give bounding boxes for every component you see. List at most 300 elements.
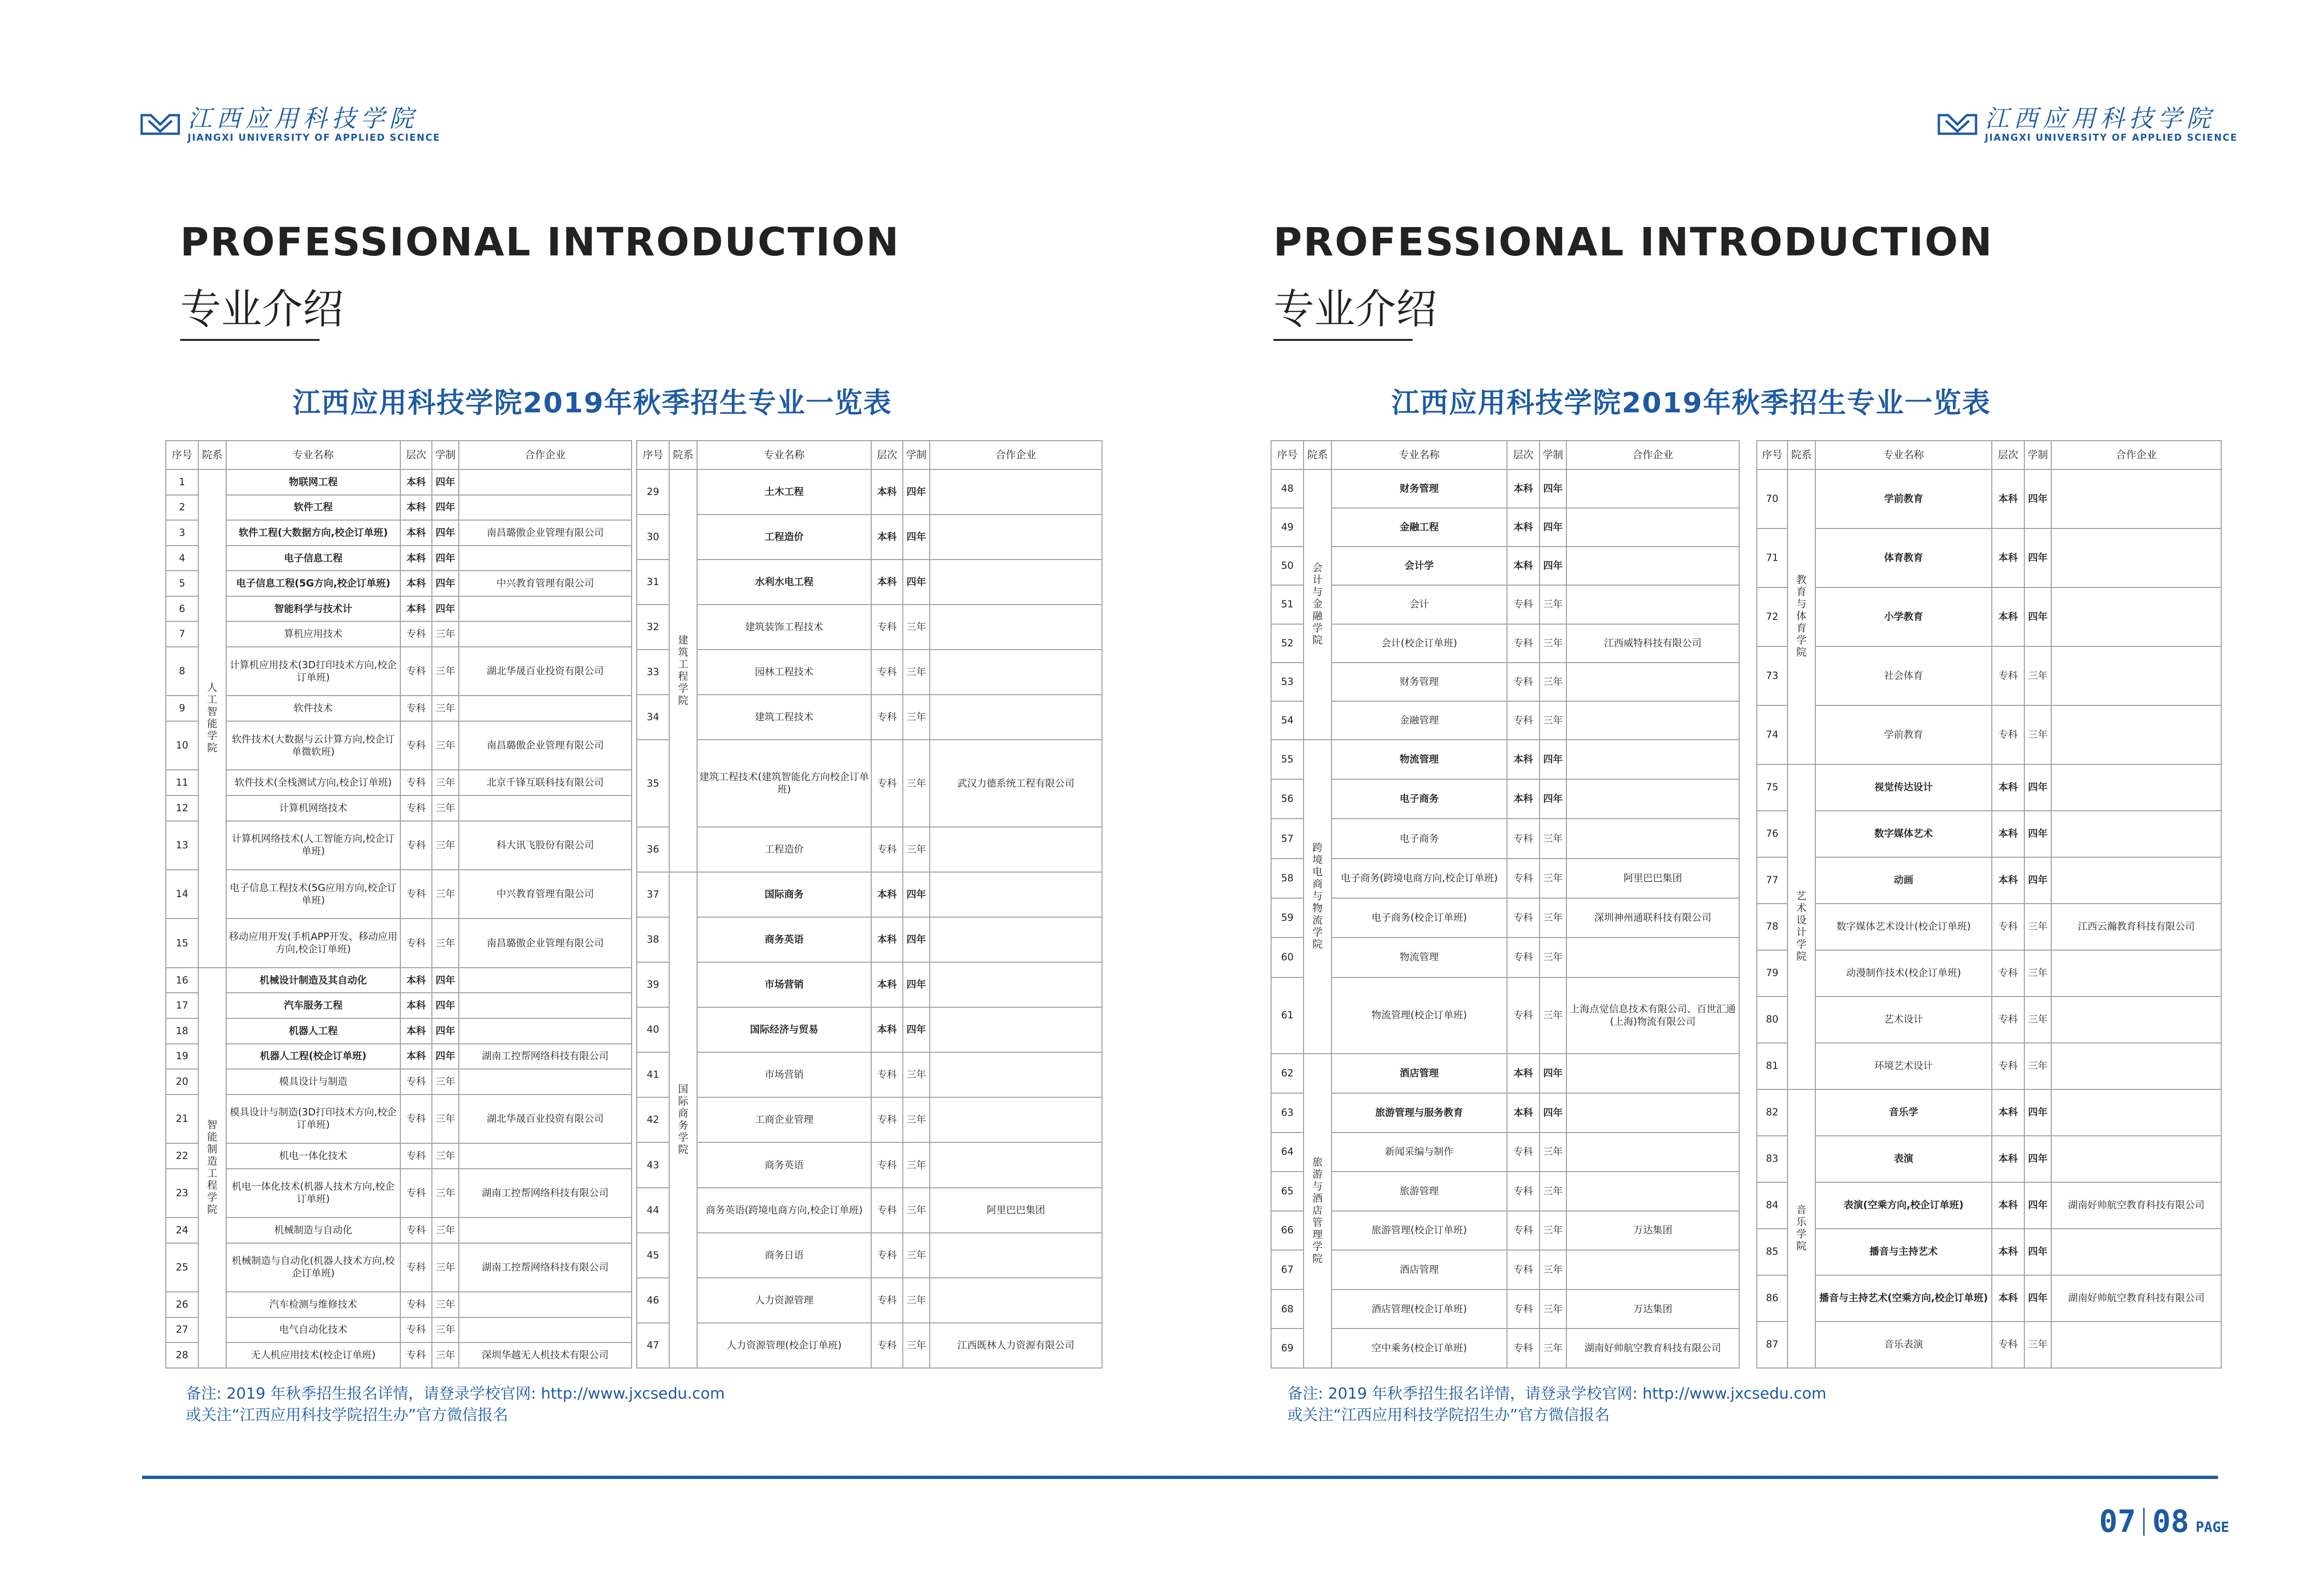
major-name: 物联网工程 [226, 469, 400, 495]
row-number: 44 [637, 1188, 669, 1233]
study-length: 三年 [1539, 1290, 1566, 1329]
study-length: 三年 [1539, 859, 1566, 898]
logo-en-name: JIANGXI UNIVERSITY OF APPLIED SCIENCE [1985, 132, 2238, 143]
major-name: 旅游管理与服务教育 [1331, 1093, 1507, 1133]
major-name: 电子商务 [1331, 779, 1507, 819]
degree-level: 专科 [400, 621, 432, 647]
table-row [166, 621, 632, 647]
degree-level: 本科 [1507, 547, 1539, 585]
major-name: 机电一体化技术 [226, 1143, 400, 1169]
degree-level: 专科 [1992, 904, 2024, 950]
degree-level: 本科 [871, 872, 903, 917]
degree-level: 专科 [1507, 938, 1539, 977]
partner-company: 深圳华越无人机技术有限公司 [459, 1342, 632, 1368]
study-length: 四年 [2024, 1275, 2051, 1322]
column-header: 专业名称 [1331, 441, 1507, 469]
row-number: 87 [1757, 1322, 1787, 1368]
major-name: 模具设计与制造(3D打印技术方向,校企订单班) [226, 1094, 400, 1143]
row-number: 68 [1271, 1290, 1304, 1329]
partner-company: 南昌璐傲企业管理有限公司 [459, 721, 632, 770]
study-length: 三年 [1539, 1329, 1566, 1368]
partner-company: 湖南好帅航空教育科技有限公司 [2051, 1275, 2221, 1322]
study-length: 四年 [2024, 1089, 2051, 1136]
row-number: 75 [1757, 764, 1787, 811]
degree-level: 专科 [400, 795, 432, 821]
row-number: 61 [1271, 977, 1304, 1054]
major-name: 表演 [1815, 1136, 1992, 1182]
major-name: 动漫制作技术(校企订单班) [1815, 950, 1992, 997]
table-row [166, 520, 632, 546]
major-name: 机器人工程 [226, 1018, 400, 1044]
study-length: 三年 [2024, 646, 2051, 705]
degree-level: 专科 [400, 1094, 432, 1143]
study-length: 三年 [903, 827, 930, 872]
row-number: 4 [166, 546, 198, 571]
study-length: 三年 [432, 1143, 459, 1169]
column-header: 序号 [166, 441, 198, 469]
partner-company: 湖南工控帮网络科技有限公司 [459, 1169, 632, 1218]
degree-level: 专科 [871, 1233, 903, 1278]
table-row [1271, 1211, 1739, 1251]
partner-company [1566, 585, 1739, 624]
degree-level: 本科 [1992, 764, 2024, 811]
major-name: 会计(校企订单班) [1331, 624, 1507, 663]
major-name: 机械制造与自动化(机器人技术方向,校企订单班) [226, 1243, 400, 1292]
column-header: 合作企业 [2051, 441, 2221, 469]
row-number: 57 [1271, 819, 1304, 858]
degree-level: 专科 [871, 695, 903, 740]
logo-cn-name: 江西应用科技学院 [1985, 105, 2216, 133]
major-name: 移动应用开发(手机APP开发、移动应用方向,校企订单班) [226, 919, 400, 967]
partner-company [2051, 1322, 2221, 1368]
partner-company [459, 968, 632, 993]
major-name: 酒店管理 [1331, 1250, 1507, 1290]
table-row [1757, 811, 2221, 857]
row-number: 82 [1757, 1089, 1787, 1136]
table-row [166, 596, 632, 622]
degree-level: 专科 [400, 770, 432, 795]
row-number: 5 [166, 571, 198, 596]
study-length: 四年 [432, 968, 459, 993]
row-number: 33 [637, 650, 669, 695]
degree-level: 专科 [871, 1188, 903, 1233]
study-length: 三年 [1539, 701, 1566, 740]
major-name: 机电一体化技术(机器人技术方向,校企订单班) [226, 1169, 400, 1218]
study-length: 四年 [1539, 508, 1566, 547]
table-row [637, 827, 1102, 872]
table-header-row [1757, 441, 2221, 469]
major-table-2 [636, 440, 1102, 1368]
major-name: 商务日语 [697, 1233, 871, 1278]
major-name: 播音与主持艺术 [1815, 1229, 1992, 1275]
table-row [637, 605, 1102, 650]
college-name: 人 工 智 能 学 院 [198, 469, 226, 968]
row-number: 2 [166, 495, 198, 521]
table-row [637, 1278, 1102, 1323]
table-row [166, 1143, 632, 1169]
major-name: 汽车服务工程 [226, 993, 400, 1018]
study-length: 三年 [903, 1323, 930, 1368]
row-number: 45 [637, 1233, 669, 1278]
row-number: 1 [166, 469, 198, 495]
major-name: 酒店管理 [1331, 1054, 1507, 1093]
table-row [637, 1188, 1102, 1233]
table-row [1271, 1133, 1739, 1172]
degree-level: 本科 [400, 520, 432, 546]
study-length: 四年 [903, 560, 930, 605]
table-row [166, 495, 632, 521]
table-row [166, 1292, 632, 1317]
college-name: 音 乐 学 院 [1787, 1089, 1815, 1368]
degree-level: 本科 [1992, 857, 2024, 904]
row-number: 13 [166, 821, 198, 870]
major-name: 电子商务 [1331, 819, 1507, 858]
major-name: 会计学 [1331, 547, 1507, 585]
study-length: 四年 [2024, 587, 2051, 646]
partner-company [1566, 819, 1739, 858]
page-left-number: 07 [2099, 1504, 2136, 1539]
degree-level: 专科 [1992, 997, 2024, 1043]
partner-company [459, 596, 632, 622]
study-length: 三年 [2024, 997, 2051, 1043]
table-row [1757, 587, 2221, 646]
partner-company [459, 1018, 632, 1044]
row-number: 85 [1757, 1229, 1787, 1275]
table-row [166, 1069, 632, 1094]
major-name: 会计 [1331, 585, 1507, 624]
partner-company [459, 621, 632, 647]
study-length: 四年 [1539, 740, 1566, 779]
table-row [166, 1317, 632, 1343]
row-number: 15 [166, 919, 198, 967]
column-header: 学制 [2024, 441, 2051, 469]
degree-level: 专科 [1507, 1172, 1539, 1211]
partner-company [1566, 1172, 1739, 1211]
partner-company: 江西既林人力资源有限公司 [930, 1323, 1102, 1368]
partner-company [1566, 508, 1739, 547]
partner-company [930, 962, 1102, 1007]
major-name: 软件工程 [226, 495, 400, 521]
major-name: 人力资源管理(校企订单班) [697, 1323, 871, 1368]
table-row [1271, 977, 1739, 1054]
row-number: 81 [1757, 1043, 1787, 1089]
degree-level: 专科 [871, 1142, 903, 1187]
table-row [637, 560, 1102, 605]
column-header: 学制 [903, 441, 930, 469]
study-length: 四年 [432, 469, 459, 495]
row-number: 83 [1757, 1136, 1787, 1182]
study-length: 四年 [1539, 779, 1566, 819]
degree-level: 本科 [1992, 528, 2024, 587]
study-length: 三年 [432, 1069, 459, 1094]
row-number: 80 [1757, 997, 1787, 1043]
row-number: 19 [166, 1044, 198, 1069]
partner-company: 武汉力德系统工程有限公司 [930, 740, 1102, 827]
major-name: 汽车检测与维修技术 [226, 1292, 400, 1317]
column-header: 层次 [1992, 441, 2024, 469]
row-number: 72 [1757, 587, 1787, 646]
column-header: 合作企业 [930, 441, 1102, 469]
major-name: 电子信息工程(5G方向,校企订单班) [226, 571, 400, 596]
degree-level: 专科 [1507, 859, 1539, 898]
table-row [166, 696, 632, 721]
partner-company [930, 560, 1102, 605]
table-row [1271, 663, 1739, 701]
table-row [166, 721, 632, 770]
study-length: 四年 [2024, 811, 2051, 857]
row-number: 30 [637, 515, 669, 560]
partner-company [459, 795, 632, 821]
college-name: 艺 术 设 计 学 院 [1787, 764, 1815, 1089]
table-row [1271, 508, 1739, 547]
partner-company [459, 993, 632, 1018]
table-row [166, 968, 632, 993]
row-number: 36 [637, 827, 669, 872]
major-name: 无人机应用技术(校企订单班) [226, 1342, 400, 1368]
study-length: 三年 [903, 1278, 930, 1323]
partner-company [1566, 663, 1739, 701]
degree-level: 本科 [1992, 587, 2024, 646]
major-name: 新闻采编与制作 [1331, 1133, 1507, 1172]
degree-level: 本科 [400, 993, 432, 1018]
table-row [166, 993, 632, 1018]
table-row [1271, 624, 1739, 663]
study-length: 三年 [2024, 1322, 2051, 1368]
major-name: 软件技术(大数据与云计算方向,校企订单微软班) [226, 721, 400, 770]
major-name: 商务英语 [697, 1142, 871, 1187]
table-row [637, 515, 1102, 560]
degree-level: 本科 [400, 596, 432, 622]
degree-level: 本科 [400, 495, 432, 521]
table-row [1757, 1089, 2221, 1136]
row-number: 47 [637, 1323, 669, 1368]
degree-level: 专科 [1507, 898, 1539, 938]
study-length: 三年 [432, 1317, 459, 1343]
partner-company [1566, 1054, 1739, 1093]
row-number: 59 [1271, 898, 1304, 938]
partner-company [930, 605, 1102, 650]
study-length: 三年 [432, 621, 459, 647]
partner-company: 中兴教育管理有限公司 [459, 870, 632, 919]
table-row [166, 469, 632, 495]
row-number: 62 [1271, 1054, 1304, 1093]
major-name: 小学教育 [1815, 587, 1992, 646]
degree-level: 专科 [400, 647, 432, 696]
note-line-2: 或关注“江西应用科技学院招生办”官方微信报名 [186, 1406, 509, 1424]
study-length: 三年 [903, 1052, 930, 1097]
table-row [637, 1007, 1102, 1052]
row-number: 70 [1757, 469, 1787, 528]
study-length: 三年 [1539, 1211, 1566, 1251]
study-length: 三年 [1539, 1133, 1566, 1172]
table-row [166, 1218, 632, 1243]
major-name: 物流管理(校企订单班) [1331, 977, 1507, 1054]
partner-company: 深圳神州通联科技有限公司 [1566, 898, 1739, 938]
degree-level: 专科 [1507, 1250, 1539, 1290]
table-header-row [1271, 441, 1739, 469]
table-row [166, 1044, 632, 1069]
row-number: 41 [637, 1052, 669, 1097]
row-number: 22 [166, 1143, 198, 1169]
column-header: 院系 [1304, 441, 1331, 469]
degree-level: 专科 [1507, 1211, 1539, 1251]
logo-right [1937, 106, 2237, 143]
major-name: 工程造价 [697, 515, 871, 560]
college-name: 教 育 与 体 育 学 院 [1787, 469, 1815, 764]
english-section-title: PROFESSIONAL INTRODUCTION [180, 219, 900, 265]
study-length: 四年 [903, 962, 930, 1007]
degree-level: 专科 [871, 1323, 903, 1368]
major-name: 音乐表演 [1815, 1322, 1992, 1368]
degree-level: 专科 [400, 696, 432, 721]
degree-level: 专科 [871, 605, 903, 650]
row-number: 14 [166, 870, 198, 919]
logo-en-name: JIANGXI UNIVERSITY OF APPLIED SCIENCE [188, 132, 441, 143]
column-header: 院系 [1787, 441, 1815, 469]
partner-company [930, 1278, 1102, 1323]
partner-company: 南昌璐傲企业管理有限公司 [459, 919, 632, 967]
partner-company [930, 515, 1102, 560]
degree-level: 本科 [1507, 1054, 1539, 1093]
column-header: 序号 [1271, 441, 1304, 469]
study-length: 三年 [903, 695, 930, 740]
major-name: 物流管理 [1331, 938, 1507, 977]
row-number: 34 [637, 695, 669, 740]
partner-company: 北京千锋互联科技有限公司 [459, 770, 632, 795]
partner-company [459, 696, 632, 721]
table-row [1757, 1322, 2221, 1368]
major-name: 市场营销 [697, 1052, 871, 1097]
study-length: 三年 [1539, 585, 1566, 624]
row-number: 73 [1757, 646, 1787, 705]
study-length: 三年 [432, 696, 459, 721]
table-row [1271, 1093, 1739, 1133]
major-name: 计算机应用技术(3D打印技术方向,校企订单班) [226, 647, 400, 696]
row-number: 76 [1757, 811, 1787, 857]
study-length: 三年 [903, 740, 930, 827]
degree-level: 专科 [871, 1278, 903, 1323]
note-left [186, 1383, 725, 1426]
major-name: 体育教育 [1815, 528, 1992, 587]
degree-level: 专科 [1507, 1133, 1539, 1172]
degree-level: 专科 [871, 740, 903, 827]
study-length: 三年 [2024, 950, 2051, 997]
table-row [1271, 740, 1739, 779]
degree-level: 专科 [871, 650, 903, 695]
row-number: 63 [1271, 1093, 1304, 1133]
major-name: 建筑工程技术 [697, 695, 871, 740]
column-header: 学制 [432, 441, 459, 469]
major-name: 工程造价 [697, 827, 871, 872]
row-number: 79 [1757, 950, 1787, 997]
study-length: 三年 [903, 605, 930, 650]
row-number: 29 [637, 469, 669, 515]
table-row [166, 821, 632, 870]
table-row [1757, 1182, 2221, 1229]
partner-company [1566, 1250, 1739, 1290]
partner-company [930, 827, 1102, 872]
major-name: 音乐学 [1815, 1089, 1992, 1136]
study-length: 四年 [432, 571, 459, 596]
row-number: 56 [1271, 779, 1304, 819]
partner-company [1566, 1093, 1739, 1133]
title-divider [180, 339, 320, 341]
row-number: 60 [1271, 938, 1304, 977]
row-number: 50 [1271, 547, 1304, 585]
table-row [637, 962, 1102, 1007]
partner-company [930, 1233, 1102, 1278]
chinese-section-title: 专业介绍 [1273, 285, 1437, 333]
study-length: 三年 [432, 795, 459, 821]
degree-level: 本科 [871, 962, 903, 1007]
partner-company [2051, 764, 2221, 811]
partner-company: 万达集团 [1566, 1290, 1739, 1329]
major-name: 商务英语 [697, 917, 871, 962]
table-row [1757, 1275, 2221, 1322]
degree-level: 本科 [1507, 740, 1539, 779]
major-name: 金融管理 [1331, 701, 1507, 740]
study-length: 四年 [432, 993, 459, 1018]
partner-company [1566, 469, 1739, 508]
college-name: 智 能 制 造 工 程 学 院 [198, 968, 226, 1368]
row-number: 31 [637, 560, 669, 605]
degree-level: 专科 [1507, 1290, 1539, 1329]
table-title-right: 江西应用科技学院2019年秋季招生专业一览表 [1391, 387, 1991, 419]
table-row [1757, 646, 2221, 705]
partner-company [2051, 469, 2221, 528]
partner-company: 万达集团 [1566, 1211, 1739, 1251]
table-row [1757, 997, 2221, 1043]
logo-left [139, 106, 440, 143]
column-header: 院系 [198, 441, 226, 469]
degree-level: 专科 [400, 1243, 432, 1292]
partner-company: 中兴教育管理有限公司 [459, 571, 632, 596]
row-number: 11 [166, 770, 198, 795]
table-row [1271, 779, 1739, 819]
partner-company [2051, 705, 2221, 764]
major-name: 空中乘务(校企订单班) [1331, 1329, 1507, 1368]
degree-level: 本科 [871, 1007, 903, 1052]
study-length: 三年 [1539, 663, 1566, 701]
row-number: 38 [637, 917, 669, 962]
table-row [637, 872, 1102, 917]
row-number: 21 [166, 1094, 198, 1143]
major-name: 酒店管理(校企订单班) [1331, 1290, 1507, 1329]
table-row [637, 740, 1102, 827]
study-length: 四年 [903, 872, 930, 917]
degree-level: 专科 [1992, 1322, 2024, 1368]
study-length: 三年 [2024, 1043, 2051, 1089]
column-header: 学制 [1539, 441, 1566, 469]
row-number: 46 [637, 1278, 669, 1323]
table-row [166, 1018, 632, 1044]
major-name: 视觉传达设计 [1815, 764, 1992, 811]
major-name: 算机应用技术 [226, 621, 400, 647]
partner-company [459, 1069, 632, 1094]
partner-company [930, 695, 1102, 740]
note-right [1287, 1383, 1826, 1426]
column-header: 专业名称 [1815, 441, 1992, 469]
study-length: 四年 [2024, 469, 2051, 528]
degree-level: 专科 [400, 1292, 432, 1317]
table-row [1757, 904, 2221, 950]
study-length: 三年 [432, 1169, 459, 1218]
partner-company: 上海点觉信息技术有限公司、百世汇通(上海)物流有限公司 [1566, 977, 1739, 1054]
partner-company [2051, 587, 2221, 646]
row-number: 40 [637, 1007, 669, 1052]
table-title-left: 江西应用科技学院2019年秋季招生专业一览表 [293, 387, 892, 419]
study-length: 三年 [1539, 938, 1566, 977]
